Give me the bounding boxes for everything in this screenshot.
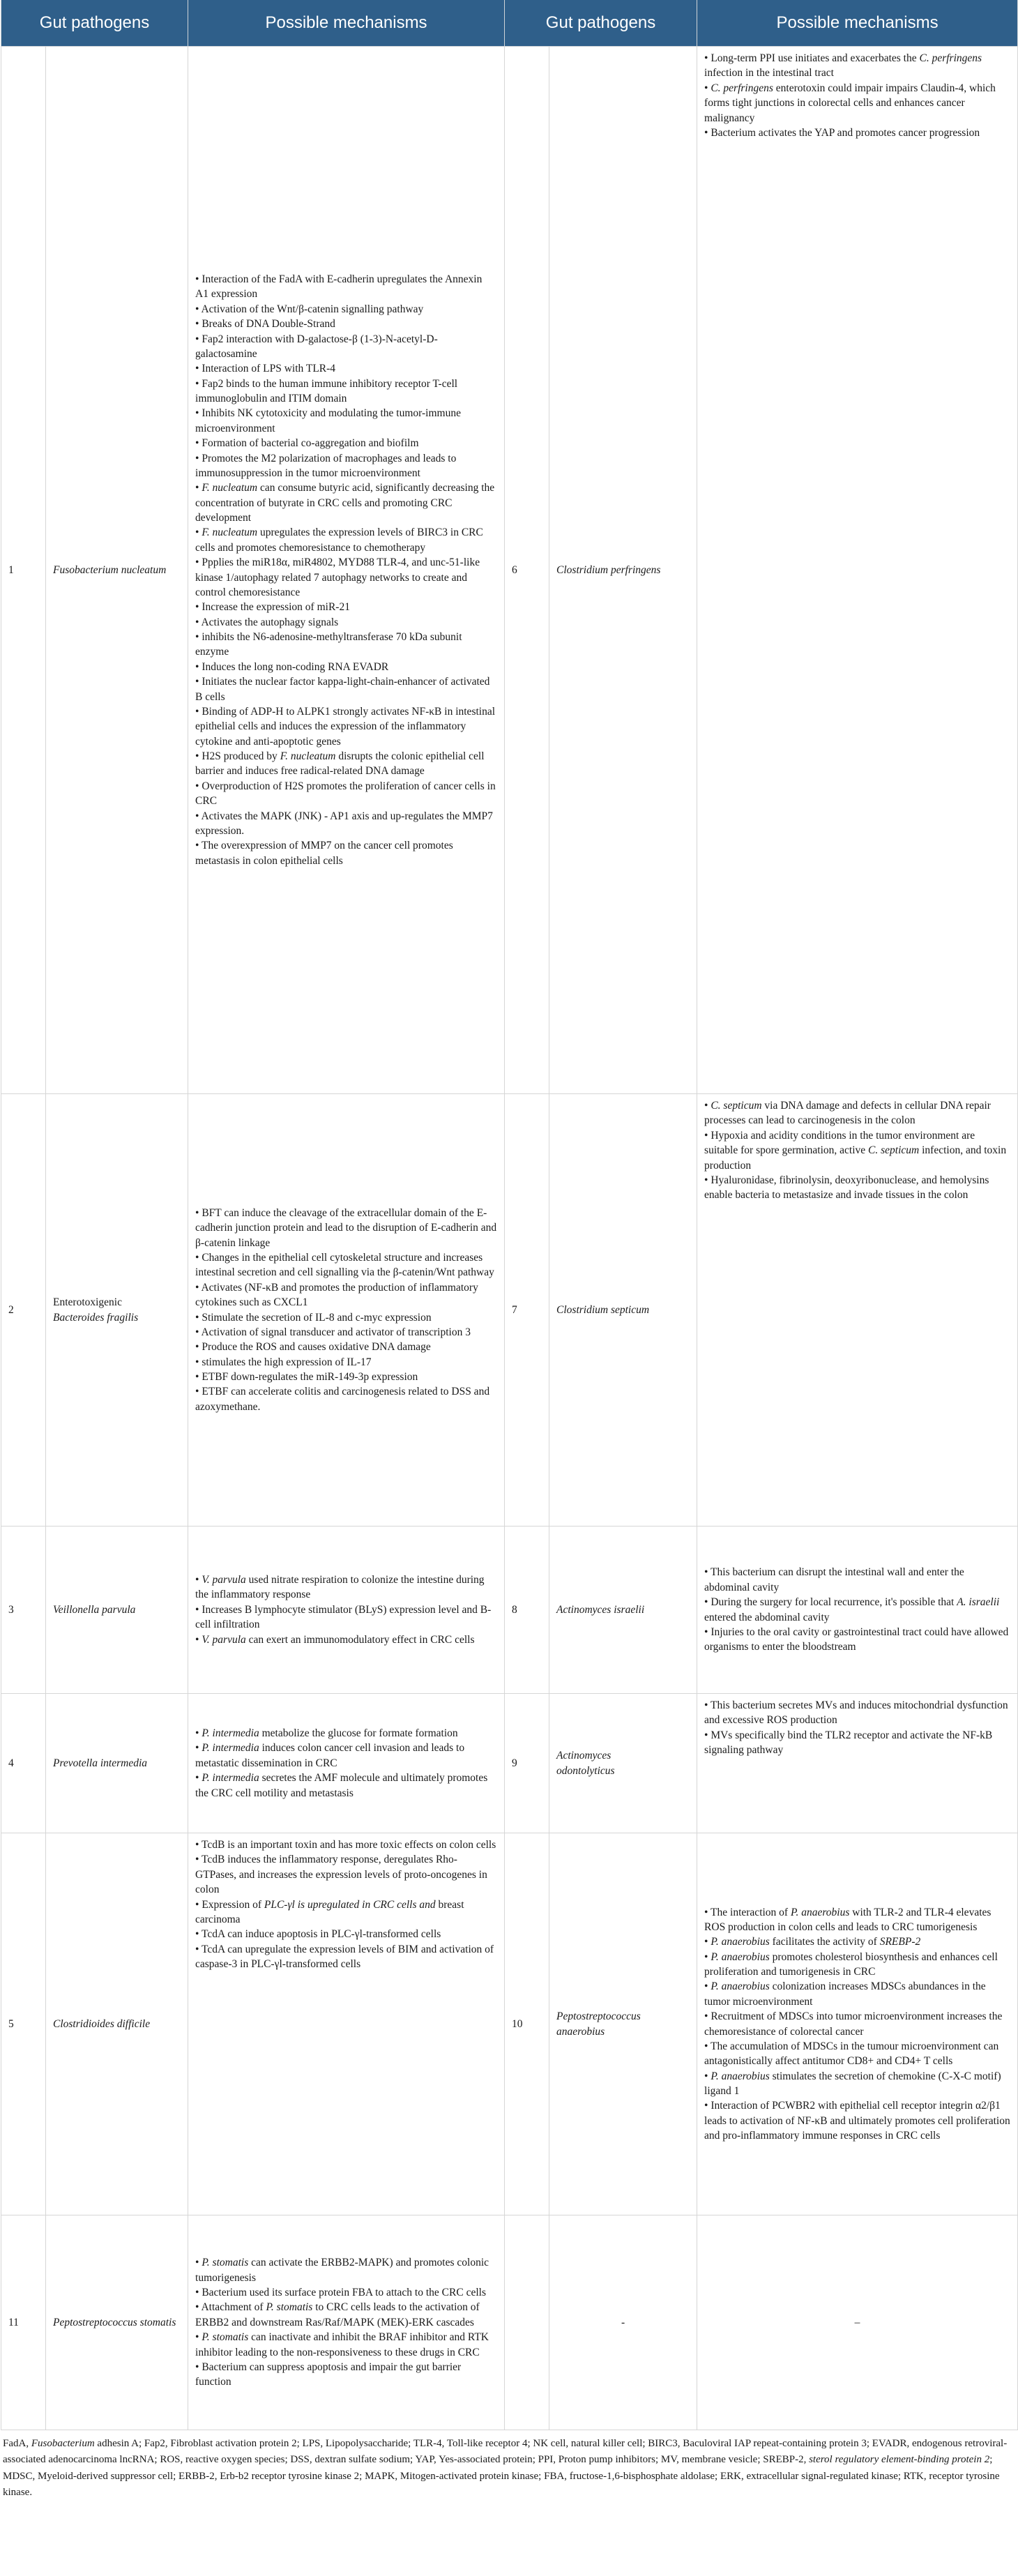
row-number: 5 xyxy=(1,1833,46,2215)
mechanism-item: • BFT can induce the cleavage of the extracellular domain of the E-cadherin junction protein and lead to the disruption of E-cadherin and β-catenin linkage xyxy=(195,1206,497,1249)
mechanism-item: • Bacterium activates the YAP and promotes cancer progression xyxy=(704,126,980,139)
mechanism-item: • Formation of bacterial co-aggregation and biofilm xyxy=(195,437,419,450)
mechanism-item: • Fap2 binds to the human immune inhibitory receptor T-cell immunoglobulin and ITIM domain xyxy=(195,377,458,404)
mechanism-item: • P. anaerobius stimulates the secretion of chemokine (C-X-C motif) ligand 1 xyxy=(704,2070,1001,2097)
mechanism-item: • Bacterium used its surface protein FBA to attach to the CRC cells xyxy=(195,2287,486,2299)
mechanisms-cell xyxy=(188,1526,505,1694)
mechanisms-cell xyxy=(188,47,505,1094)
mechanism-item: • V. parvula can exert an immunomodulatory effect in CRC cells xyxy=(195,1633,475,1646)
table-row xyxy=(1,1833,1018,2215)
mechanism-item: • Produce the ROS and causes oxidative DNA damage xyxy=(195,1341,431,1354)
mechanisms-cell xyxy=(697,1833,1018,2215)
mechanism-item: • P. stomatis can inactivate and inhibit the BRAF inhibitor and RTK inhibitor leading to the non-responsiveness to these drugs in CRC xyxy=(195,2331,489,2358)
mechanism-item: • Bacterium can suppress apoptosis and impair the gut barrier function xyxy=(195,2361,462,2388)
table-row xyxy=(1,1694,1018,1833)
mechanisms-cell xyxy=(188,2215,505,2430)
mechanism-item: • Long-term PPI use initiates and exacerbates the C. perfringens infection in the intestinal tract xyxy=(704,52,982,79)
mechanism-item: • C. septicum via DNA damage and defects in cellular DNA repair processes can lead to carcinogenesis in the colon xyxy=(704,1100,991,1127)
pathogen-name: - xyxy=(549,2215,697,2430)
mechanism-item: • Induces the long non-coding RNA EVADR xyxy=(195,660,389,673)
mechanism-item: • Stimulate the secretion of IL-8 and c-myc expression xyxy=(195,1311,432,1324)
mechanism-item: • Inhibits NK cytotoxicity and modulating the tumor-immune microenvironment xyxy=(195,407,461,434)
pathogen-name: Fusobacterium nucleatum xyxy=(46,47,188,1094)
header-gut-pathogens-left: Gut pathogens xyxy=(1,0,188,47)
mechanism-item: • This bacterium can disrupt the intestinal wall and enter the abdominal cavity xyxy=(704,1566,964,1593)
row-number: 4 xyxy=(1,1694,46,1833)
mechanism-item: • ETBF down-regulates the miR-149-3p expression xyxy=(195,1371,418,1383)
row-number xyxy=(505,2215,549,2430)
mechanism-item: • Recruitment of MDSCs into tumor microenvironment increases the chemoresistance of colorectal cancer xyxy=(704,2010,1003,2038)
mechanism-item: • Interaction of LPS with TLR-4 xyxy=(195,363,336,375)
pathogen-name: Peptostreptococcus anaerobius xyxy=(549,1833,697,2215)
mechanism-item: • ETBF can accelerate colitis and carcinogenesis related to DSS and azoxymethane. xyxy=(195,1386,490,1413)
mechanisms-cell xyxy=(697,47,1018,1094)
mechanism-item: • TcdB induces the inflammatory response, deregulates Rho-GTPases, and increases the expression levels of proto-oncogenes in colon xyxy=(195,1854,487,1896)
mechanism-item: • Increase the expression of miR-21 xyxy=(195,601,350,614)
mechanism-item: • inhibits the N6-adenosine-methyltransferase 70 kDa subunit enzyme xyxy=(195,631,462,658)
table-footnote: FadA, Fusobacterium adhesin A; Fap2, Fibroblast activation protein 2; LPS, Lipopolysaccharide; TLR-4, Toll-like receptor 4; NK cell, natural killer cell; BIRC3, Baculoviral IAP repeat-containing protein 3; EVADR, endogenous retroviral-associated adenocarcinoma lncRNA; ROS, reactive oxygen species; DSS, dextran sulfate sodium; YAP, Yes-associated protein; PPI, Proton pump inhibitors; MV, membrane vesicle; SREBP-2, sterol regulatory element-binding protein 2; MDSC, Myeloid-derived suppressor cell; ERBB-2, Erb-b2 receptor tyrosine kinase 2; MAPK, Mitogen-activated protein kinase; FBA, fructose-1,6-bisphosphate aldolase; ERK, extracellular signal-regulated kinase; RTK, receptor tyrosine kinase. xyxy=(3,2438,1008,2498)
row-number: 11 xyxy=(1,2215,46,2430)
mechanisms-cell xyxy=(188,1694,505,1833)
table-row xyxy=(1,47,1018,1094)
mechanism-item: • F. nucleatum can consume butyric acid, significantly decreasing the concentration of butyrate in CRC cells and promoting CRC development xyxy=(195,482,495,524)
mechanism-item: • Increases B lymphocyte stimulator (BLyS) expression level and B-cell infiltration xyxy=(195,1603,492,1631)
mechanism-item: • Overproduction of H2S promotes the proliferation of cancer cells in CRC xyxy=(195,780,496,808)
mechanism-item: • Breaks of DNA Double-Strand xyxy=(195,318,335,331)
mechanism-item: • Initiates the nuclear factor kappa-light-chain-enhancer of activated B cells xyxy=(195,676,490,703)
pathogen-name: Veillonella parvula xyxy=(46,1526,188,1694)
pathogen-mechanisms-table xyxy=(1,0,1018,2430)
mechanisms-cell xyxy=(697,1694,1018,1833)
mechanism-item: • Hypoxia and acidity conditions in the tumor environment are suitable for spore germination, active C. septicum infection, and toxin production xyxy=(704,1129,1007,1172)
row-number: 9 xyxy=(505,1694,549,1833)
mechanism-item: • TcdA can upregulate the expression levels of BIM and activation of caspase-3 in PLC-γl-transformed cells xyxy=(195,1943,494,1970)
mechanism-item: • Interaction of PCWBR2 with epithelial cell receptor integrin α2/β1 leads to activation of NF-κB and ultimately promotes cell proliferation and pro-inflammatory immune responses in CRC cells xyxy=(704,2100,1010,2142)
header-possible-mechanisms-left: Possible mechanisms xyxy=(188,0,505,47)
pathogen-name: Clostridium septicum xyxy=(549,1094,697,1526)
header-possible-mechanisms-right: Possible mechanisms xyxy=(697,0,1018,47)
row-number: 8 xyxy=(505,1526,549,1694)
pathogen-name: Clostridium perfringens xyxy=(549,47,697,1094)
mechanism-item: • P. anaerobius colonization increases MDSCs abundances in the tumor microenvironment xyxy=(704,1980,986,2008)
mechanism-item: • Activates (NF-κB and promotes the production of inflammatory cytokines such as CXCL1 xyxy=(195,1281,478,1309)
row-number: 7 xyxy=(505,1094,549,1526)
mechanism-item: • Ppplies the miR18α, miR4802, MYD88 TLR-4, and unc-51-like kinase 1/autophagy related 7 autophagy networks to create and control chemoresistance xyxy=(195,556,480,598)
mechanisms-cell xyxy=(697,1526,1018,1694)
row-number: 10 xyxy=(505,1833,549,2215)
table-header-row xyxy=(1,0,1018,47)
mechanisms-cell xyxy=(188,1094,505,1526)
mechanism-item: • stimulates the high expression of IL-17 xyxy=(195,1356,372,1368)
mechanism-item: • The accumulation of MDSCs in the tumour microenvironment can antagonistically affect antitumor CD8+ and CD4+ T cells xyxy=(704,2040,999,2068)
mechanism-item: • Hyaluronidase, fibrinolysin, deoxyribonuclease, and hemolysins enable bacteria to metastasize and invade tissues in the colon xyxy=(704,1174,989,1202)
pathogen-name: Prevotella intermedia xyxy=(46,1694,188,1833)
row-number: 2 xyxy=(1,1094,46,1526)
mechanism-item: • MVs specifically bind the TLR2 receptor and activate the NF-kB signaling pathway xyxy=(704,1729,993,1757)
mechanism-item: • P. anaerobius promotes cholesterol biosynthesis and enhances cell proliferation and tumorigenesis in CRC xyxy=(704,1950,998,1978)
mechanism-item: • Activates the autophagy signals xyxy=(195,616,339,628)
mechanism-item: • Binding of ADP-H to ALPK1 strongly activates NF-κB in intestinal epithelial cells and induces the expression of the inflammatory cytokine and anti-apoptotic genes xyxy=(195,705,496,748)
table-row xyxy=(1,2215,1018,2430)
mechanism-item: • Activates the MAPK (JNK) - AP1 axis and up-regulates the MMP7 expression. xyxy=(195,810,493,837)
mechanism-item: • P. stomatis can activate the ERBB2-MAPK) and promotes colonic tumorigenesis xyxy=(195,2257,489,2284)
table-row xyxy=(1,1094,1018,1526)
mechanism-item: • F. nucleatum upregulates the expression levels of BIRC3 in CRC cells and promotes chemoresistance to chemotherapy xyxy=(195,526,483,554)
table-body xyxy=(1,47,1018,2430)
mechanism-item: • TcdA can induce apoptosis in PLC-γl-transformed cells xyxy=(195,1928,441,1941)
table-row xyxy=(1,1526,1018,1694)
pathogen-name: Clostridioides difficile xyxy=(46,1833,188,2215)
mechanism-item: • Expression of PLC-γl is upregulated in CRC cells and breast carcinoma xyxy=(195,1898,464,1925)
mechanisms-cell-empty: – xyxy=(697,2215,1018,2430)
mechanism-item: • C. perfringens enterotoxin could impair impairs Claudin-4, which forms tight junctions in colorectal cells and enhances cancer malignancy xyxy=(704,82,996,124)
mechanism-item: • Promotes the M2 polarization of macrophages and leads to immunosuppression in the tumor microenvironment xyxy=(195,452,457,479)
mechanism-item: • P. anaerobius facilitates the activity of SREBP-2 xyxy=(704,1936,921,1948)
mechanism-item: • Attachment of P. stomatis to CRC cells leads to the activation of ERBB2 and downstream Ras/Raf/MAPK (MEK)-ERK cascades xyxy=(195,2301,480,2328)
mechanism-item: • Injuries to the oral cavity or gastrointestinal tract could have allowed organisms to enter the bloodstream xyxy=(704,1626,1009,1653)
pathogen-name: Actinomyces israelii xyxy=(549,1526,697,1694)
mechanism-item: • Activation of the Wnt/β-catenin signalling pathway xyxy=(195,303,424,315)
mechanism-item: • TcdB is an important toxin and has more toxic effects on colon cells xyxy=(195,1839,496,1851)
mechanism-item: • The interaction of P. anaerobius with TLR-2 and TLR-4 elevates ROS production in colon cells and leads to CRC tumorigenesis xyxy=(704,1906,992,1933)
row-number: 3 xyxy=(1,1526,46,1694)
mechanism-item: • P. intermedia metabolize the glucose for formate formation xyxy=(195,1727,458,1740)
mechanism-item: • This bacterium secretes MVs and induces mitochondrial dysfunction and excessive ROS production xyxy=(704,1699,1008,1727)
mechanism-item: • H2S produced by F. nucleatum disrupts the colonic epithelial cell barrier and induces free radical-related DNA damage xyxy=(195,750,485,778)
pathogen-name: Enterotoxigenic Bacteroides fragilis xyxy=(46,1094,188,1526)
header-gut-pathogens-right: Gut pathogens xyxy=(505,0,697,47)
mechanisms-cell xyxy=(697,1094,1018,1526)
mechanism-item: • P. intermedia secretes the AMF molecule and ultimately promotes the CRC cell motility and metastasis xyxy=(195,1772,488,1799)
mechanism-item: • Interaction of the FadA with E-cadherin upregulates the Annexin A1 expression xyxy=(195,273,483,301)
pathogen-name: Actinomyces odontolyticus xyxy=(549,1694,697,1833)
mechanism-item: • Fap2 interaction with D-galactose-β (1-3)-N-acetyl-D-galactosamine xyxy=(195,333,438,360)
pathogen-name: Peptostreptococcus stomatis xyxy=(46,2215,188,2430)
row-number: 1 xyxy=(1,47,46,1094)
mechanism-item: • Changes in the epithelial cell cytoskeletal structure and increases intestinal secretion and cell signalling via the β-catenin/Wnt pathway xyxy=(195,1252,494,1279)
mechanism-item: • Activation of signal transducer and activator of transcription 3 xyxy=(195,1326,471,1338)
mechanism-item: • V. parvula used nitrate respiration to colonize the intestine during the inflammatory response xyxy=(195,1574,485,1601)
row-number: 6 xyxy=(505,47,549,1094)
mechanism-item: • The overexpression of MMP7 on the cancer cell promotes metastasis in colon epithelial cells xyxy=(195,840,453,867)
mechanism-item: • P. intermedia induces colon cancer cell invasion and leads to metastatic dissemination in CRC xyxy=(195,1742,465,1769)
mechanisms-cell xyxy=(188,1833,505,2215)
mechanism-item: • During the surgery for local recurrence, it's possible that A. israelii entered the abdominal cavity xyxy=(704,1596,1000,1623)
